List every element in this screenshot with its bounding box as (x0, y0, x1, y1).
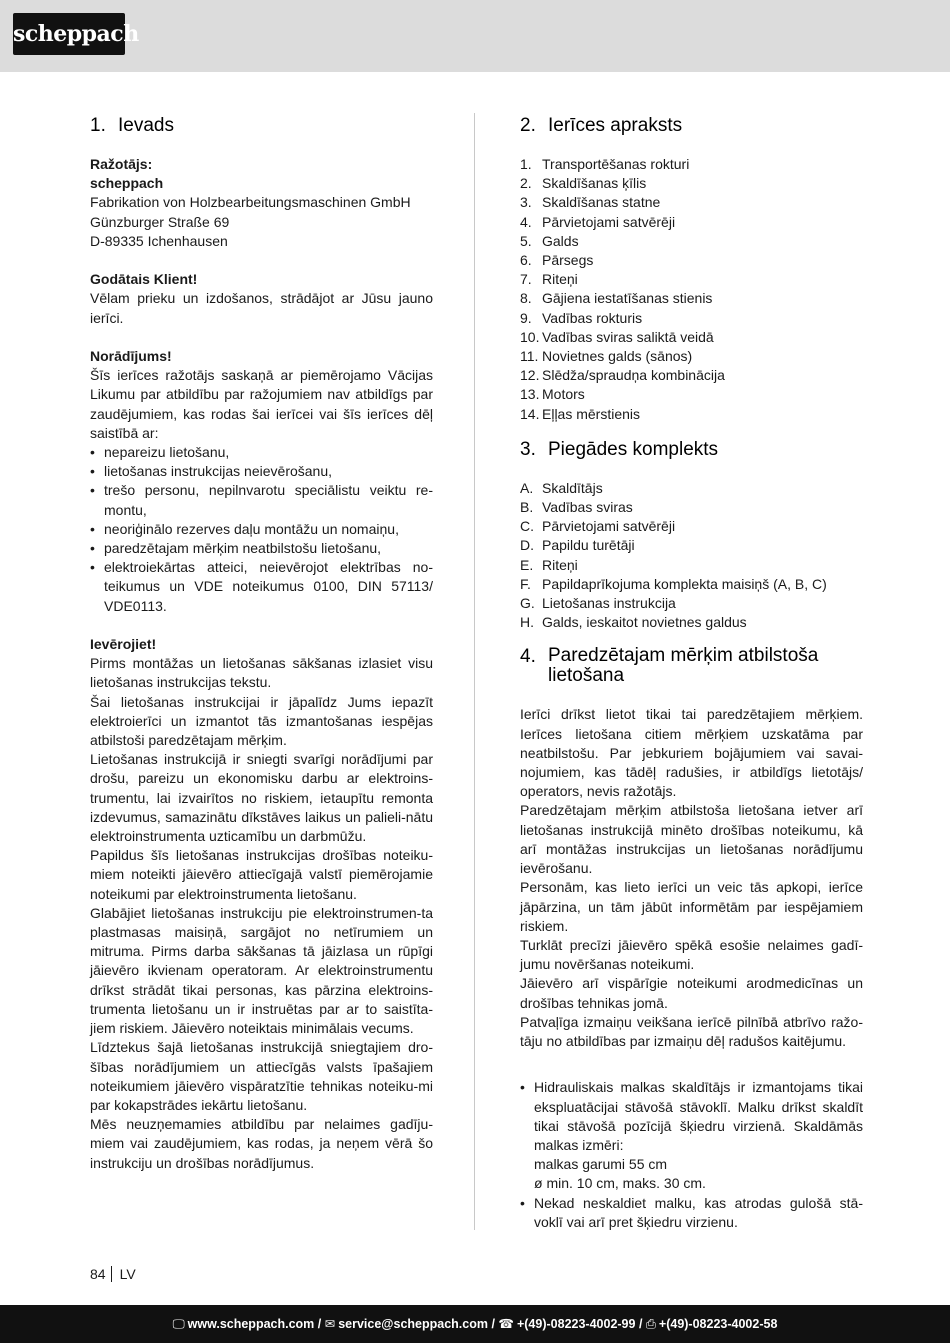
list-item: 9. Vadības rokturis (520, 309, 643, 326)
left-column (90, 115, 433, 1173)
list-item: • Nekad neskaldiet malku, kas atrodas gulošā stā-voklī vai arī pret šķiedru virzienu. (520, 1194, 863, 1232)
phone-icon: ☎ (498, 1317, 514, 1331)
list-item: • elektroiekārtas atteici, neievērojot elektrības no-teikumus un VDE noteikumus 0100, DIN 57113/ VDE0113. (90, 558, 433, 616)
section-2-heading (520, 115, 863, 137)
dear-customer-label: Godātais Klient! (90, 271, 198, 288)
list-item: • trešo personu, nepilnvarotu speciālistu veiktu re-montu, (90, 481, 433, 519)
list-item: 1. Transportēšanas rokturi (520, 156, 690, 172)
paragraph: Līdztekus šajā lietošanas instrukcijā sniegtajiem dro-šības norādījumiem un attiecīgās valsts īpašajiem noteikumiem jāievēro vispāratzītie tehnikas noteiku-mi par kokapstrādes iekārtu lietošanu. (90, 1039, 433, 1113)
section-title: Piegādes komplekts (548, 438, 719, 460)
wood-length: malkas garumi 55 cm (534, 1156, 668, 1173)
paragraph: Glabājiet lietošanas instrukciju pie elektroinstrumen-ta plastmasas maisiņā, sargājot no netīrumiem un mitruma. Pirms darba sākšanas tā jāizlasa un rūpīgi jāievēro ikvienam operatoram. Ar elektroinstrumentu drīkst strādāt tikai personas, kas pārzina elektroins-trumenta lietošanu un ir instruētas par ar to saistīta-jiem riskiem. Jāievēro noteiktais minimālais vecums. (90, 904, 433, 1037)
section-3-heading (520, 439, 863, 461)
wood-diameter: ø min. 10 cm, maks. 30 cm. (534, 1175, 706, 1192)
section-number: 4. (520, 646, 536, 668)
list-item: H. Galds, ieskaitot novietnes galdus (520, 614, 747, 631)
paragraph: Paredzētajam mērķim atbilstoša lietošana ietver arī lietošanas instrukcijā minēto drošības noteikumu, kā arī montāžas instrukcijas un lietošanas norādījumu ievērošanu. (520, 802, 863, 877)
list-item: 14. Eļļas mērstienis (520, 405, 641, 422)
paragraph: Mēs neuzņemamies atbildību par nelaimes gadīju-miem vai zaudējumiem, kas rodas, ja neņem vērā šo instrukciju un drošības norādījumus. (90, 1116, 433, 1171)
section-4-heading (520, 646, 863, 686)
section-1-heading (90, 115, 433, 137)
list-item: • lietošanas instrukcijas neievērošanu, (90, 462, 433, 481)
paragraph: Personām, kas lieto ierīci un veic tās apkopi, ierīce jāpārzina, un tām jābūt informētām par iespējamiem riskiem. (520, 879, 863, 934)
manufacturer-label: Ražotājs: (90, 156, 153, 172)
computer-icon: 🖵 (172, 1317, 185, 1331)
list-item: C. Pārvietojami satvērēji (520, 518, 676, 535)
list-item: F. Papildaprīkojuma komplekta maisiņš (A, B, C) (520, 575, 827, 592)
list-item: 2. Skaldīšanas ķīlis (520, 175, 647, 192)
section-title: Ievads (118, 115, 174, 136)
parts-list (520, 155, 863, 424)
language-code: LV (119, 1266, 136, 1282)
column-divider (474, 113, 475, 1230)
list-item: • paredzētajam mērķim neatbilstošu lietošanu, (90, 539, 433, 558)
list-item: 4. Pārvietojami satvērēji (520, 213, 676, 230)
manufacturer-company: Fabrikation von Holzbearbeitungsmaschinen GmbH (90, 194, 411, 211)
section-number: 2. (520, 115, 536, 136)
list-item: 7. Riteņi (520, 271, 578, 288)
paragraph: Turklāt precīzi jāievēro spēkā esošie nelaimes gadī-jumu novēršanas noteikumi. (520, 936, 863, 973)
paragraph: Lietošanas instrukcijā ir sniegti svarīgi norādījumi par drošu, pareizu un ekonomisku darbu ar elektroins-trumentu, lai izvairītos no riskiem, ietaupītu remonta izdevumus, samazinātu dīkstāves laikus un palieli-nātu elektroinstrumenta uzticamību un darbmūžu. (90, 751, 433, 845)
email-link[interactable]: service@scheppach.com (338, 1317, 488, 1331)
dear-customer-text: Vēlam prieku un izdošanos, strādājot ar Jūsu jauno ierīci. (90, 290, 433, 326)
list-item: A. Skaldītājs (520, 479, 603, 496)
list-item: 8. Gājiena iestatīšanas stienis (520, 290, 713, 307)
section-title: Ierīces apraksts (548, 115, 683, 136)
page-number (90, 1265, 136, 1283)
paragraph: Šai lietošanas instrukcijai ir jāpalīdz Jums iepazīt elektroierīci un izmantot tās izmantošanas iespējas atbilstoši paredzētajam mērķim. (90, 693, 433, 749)
paragraph: Patvaļīga izmaiņu veikšana ierīcē pilnībā atbrīvo ražo-tāju no atbildības par izmaiņu dēļ radušos kaitējumu. (520, 1013, 863, 1049)
paragraph: Pirms montāžas un lietošanas sākšanas izlasiet visu lietošanas instrukcijas tekstu. (90, 655, 433, 691)
list-item: 12. Slēdža/spraudņa kombinācija (520, 367, 725, 384)
right-column (520, 115, 863, 1232)
list-item: E. Riteņi (520, 556, 578, 573)
list-item: 3. Skaldīšanas statne (520, 194, 661, 211)
delivery-list (520, 479, 863, 633)
note-text: Šīs ierīces ražotājs saskaņā ar piemērojamo Vācijas Likumu par atbildību par ražojumiem nav atbildīgs par zaudējumiem, kas rodas šai ierīcei vai šīs ierīces dēļ saistībā ar: (90, 367, 433, 441)
scheppach-logo: scheppach (13, 13, 125, 55)
paragraph: Papildus šīs lietošanas instrukcijas drošības noteiku-miem noteikti jāievēro attiecīgajā valstī piemērojamie noteikumi par elektroinstrumenta lietošanu. (90, 847, 433, 902)
paragraph: Jāievēro arī vispārīgie noteikumi arodmedicīnas un drošības tehnikas jomā. (520, 975, 863, 1011)
page-footer: 🖵 www.scheppach.com / ✉ service@scheppach.com / ☎ +(49)-08223-4002-99 / ⎙ +(49)-08223-4002-58 (0, 1305, 950, 1343)
manufacturer-street: Günzburger Straße 69 (90, 213, 230, 230)
list-item: 13. Motors (520, 386, 585, 403)
page-number-separator (111, 1266, 112, 1282)
list-item: 10. Vadības sviras saliktā veidā (520, 328, 714, 345)
note-label: Norādījums! (90, 348, 172, 364)
mail-icon: ✉ (324, 1317, 336, 1331)
manufacturer-name: scheppach (90, 175, 164, 192)
manufacturer-city: D-89335 Ichenhausen (90, 232, 228, 249)
bullet-text: Hidrauliskais malkas skaldītājs ir izmantojams tikai ekspluatācijai stāvošā stāvoklī. Malku drīkst skaldīt tikai stāvošā pozīcijā šķiedru virzienā. Skaldāmās malkas izmēri: (534, 1079, 863, 1153)
list-item: D. Papildu turētāji (520, 537, 635, 554)
page-header (0, 0, 950, 72)
list-item: 11. Novietnes galds (sānos) (520, 348, 693, 365)
page-number-value: 84 (90, 1266, 106, 1282)
list-item (520, 1078, 863, 1193)
list-item: • neoriģinālo rezerves daļu montāžu un nomaiņu, (90, 520, 433, 539)
usage-list (520, 1078, 863, 1232)
website-link[interactable]: www.scheppach.com (187, 1317, 315, 1331)
fax-icon: ⎙ (645, 1317, 656, 1331)
phone-number: +(49)-08223-4002-99 (516, 1317, 636, 1331)
liability-list (90, 443, 433, 616)
section-title: Paredzētajam mērķim atbilstoša lietošana (548, 645, 819, 687)
section-number: 3. (520, 438, 536, 460)
paragraph: Ierīci drīkst lietot tikai tai paredzētajiem mērķiem. Ierīces lietošana citiem mērķiem uzskatāma par neatbilstošu. Par jebkuriem bojājumiem vai savai-nojumiem, kas tādēļ radušies, ir atbildīgs lietotājs/ operators, nevis ražotājs. (520, 706, 863, 800)
list-item: B. Vadības sviras (520, 499, 633, 516)
fax-number: +(49)-08223-4002-58 (658, 1317, 778, 1331)
list-item: 6. Pārsegs (520, 252, 594, 269)
list-item: G. Lietošanas instrukcija (520, 595, 676, 612)
list-item: • nepareizu lietošanu, (90, 443, 433, 462)
observe-label: Ievērojiet! (90, 636, 157, 653)
list-item: 5. Galds (520, 232, 579, 249)
section-number: 1. (90, 115, 106, 136)
